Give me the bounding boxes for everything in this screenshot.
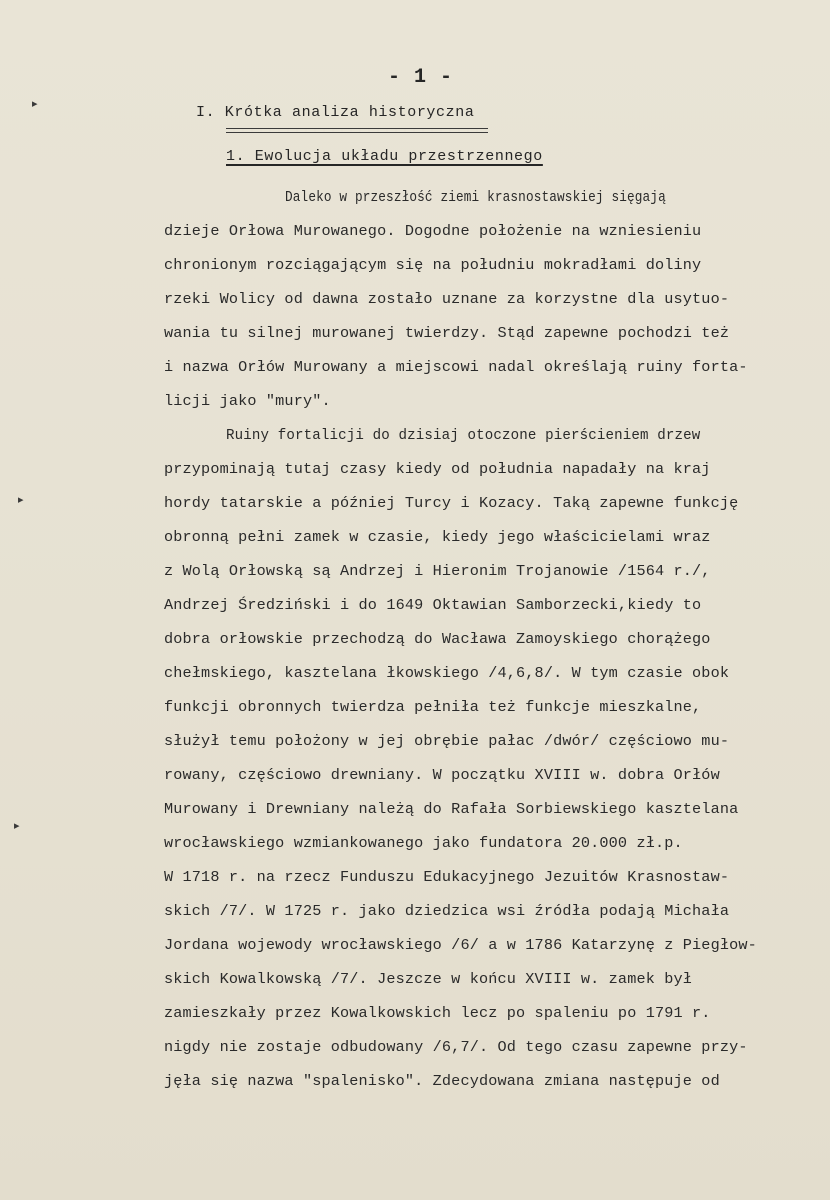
- text-line-20: wrocławskiego wzmiankowanego jako fundatora 20.000 zł.p.: [164, 834, 683, 852]
- text-line-23: Jordana wojewody wrocławskiego /6/ a w 1786 Katarzynę z Piegłow-: [164, 936, 757, 954]
- text-line-2: dzieje Orłowa Murowanego. Dogodne położenie na wzniesieniu: [164, 222, 702, 240]
- text-line-9: przypominają tutaj czasy kiedy od południa napadały na kraj: [164, 460, 711, 478]
- subsection-heading: 1. Ewolucja układu przestrzennego: [226, 148, 543, 165]
- page-number: - 1 -: [388, 66, 454, 89]
- text-line-21: W 1718 r. na rzecz Funduszu Edukacyjnego Jezuitów Krasnostaw-: [164, 868, 730, 886]
- text-line-25: zamieszkały przez Kowalkowskich lecz po spaleniu po 1791 r.: [164, 1004, 711, 1022]
- text-line-22: skich /7/. W 1725 r. jako dziedzica wsi źródła podają Michała: [164, 902, 730, 920]
- margin-mark-middle: ▸: [18, 493, 24, 506]
- text-line-10: hordy tatarskie a później Turcy i Kozacy. Taką zapewne funkcję: [164, 494, 739, 512]
- section-heading: I. Krótka analiza historyczna: [196, 104, 475, 121]
- text-line-7: licji jako "mury".: [164, 392, 331, 410]
- text-line-16: funkcji obronnych twierdza pełniła też funkcje mieszkalne,: [164, 698, 702, 716]
- text-line-17: służył temu położony w jej obrębie pałac /dwór/ częściowo mu-: [164, 732, 730, 750]
- text-line-14: dobra orłowskie przechodzą do Wacława Zamoyskiego chorążego: [164, 630, 711, 648]
- text-line-19: Murowany i Drewniany należą do Rafała Sorbiewskiego kasztelana: [164, 800, 739, 818]
- text-line-1: Daleko w przeszłość ziemi krasnostawskiej sięgają: [285, 188, 666, 206]
- text-line-15: chełmskiego, kasztelana łkowskiego /4,6,8/. W tym czasie obok: [164, 664, 730, 682]
- text-line-27: jęła się nazwa "spalenisko". Zdecydowana zmiana następuje od: [164, 1072, 720, 1090]
- text-line-24: skich Kowalkowską /7/. Jeszcze w końcu XVIII w. zamek był: [164, 970, 693, 988]
- text-line-6: i nazwa Orłów Murowany a miejscowi nadal określają ruiny forta-: [164, 358, 748, 376]
- text-line-3: chronionym rozciągającym się na południu mokradłami doliny: [164, 256, 702, 274]
- text-line-8: Ruiny fortalicji do dzisiaj otoczone pierścieniem drzew: [226, 426, 701, 444]
- text-line-13: Andrzej Średziński i do 1649 Oktawian Samborzecki,kiedy to: [164, 596, 702, 614]
- heading-double-underline: [226, 128, 488, 133]
- margin-mark-lower: ▸: [14, 819, 20, 832]
- text-line-12: z Wolą Orłowską są Andrzej i Hieronim Trojanowie /1564 r./,: [164, 562, 711, 580]
- text-line-18: rowany, częściowo drewniany. W początku XVIII w. dobra Orłów: [164, 766, 720, 784]
- margin-mark-top: ▸: [32, 97, 38, 110]
- text-line-5: wania tu silnej murowanej twierdzy. Stąd zapewne pochodzi też: [164, 324, 730, 342]
- text-line-26: nigdy nie zostaje odbudowany /6,7/. Od tego czasu zapewne przy-: [164, 1038, 748, 1056]
- text-line-4: rzeki Wolicy od dawna zostało uznane za korzystne dla usytuo-: [164, 290, 730, 308]
- text-line-11: obronną pełni zamek w czasie, kiedy jego właścicielami wraz: [164, 528, 711, 546]
